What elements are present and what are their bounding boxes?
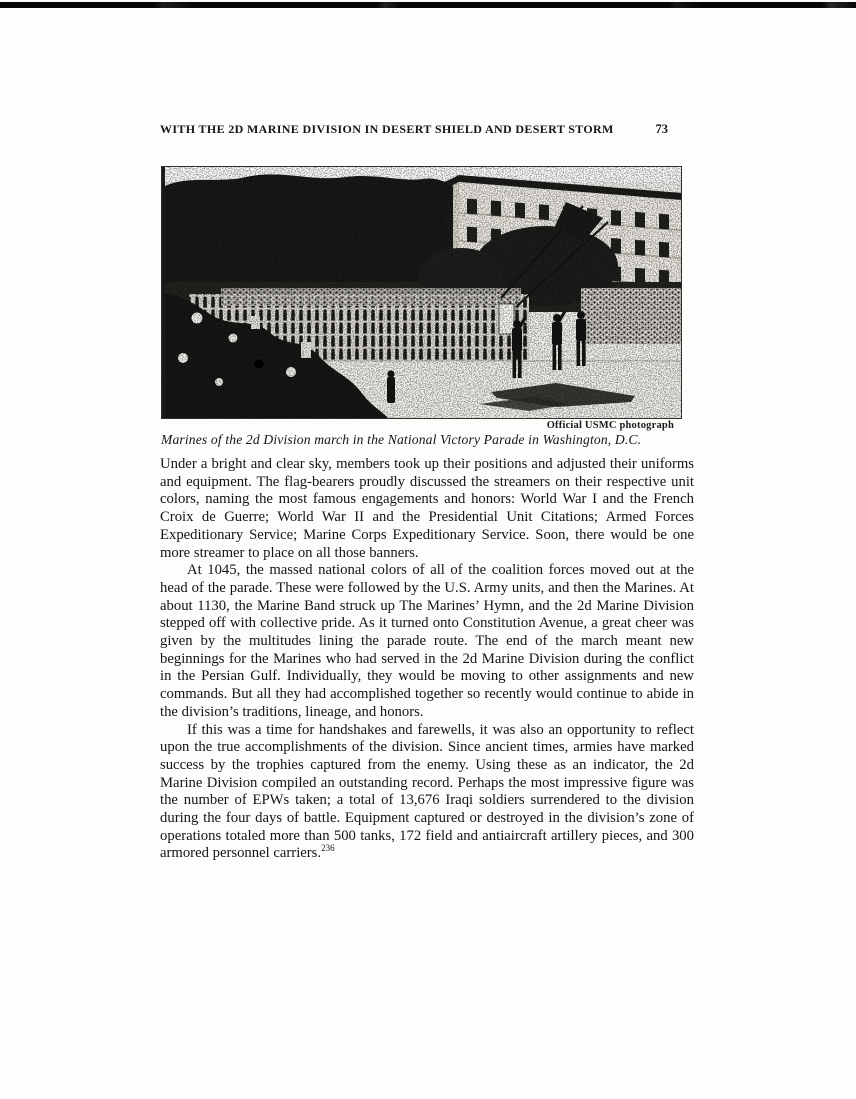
scan-artifact-top-rule: [0, 2, 856, 8]
paragraph: [160, 456, 694, 562]
page-header: [160, 122, 668, 137]
paragraph-text: Under a bright and clear sky, members took up their positions and adjusted their uniforms and equipment. The flag-bearers proudly discussed the streamers on their respective unit colors, naming the most famous engagements and honors: World War I and the French Croix de Guerre; World War II and the Presidential Unit Citations; Armed Forces Expeditionary Service; Marine Corps Expeditionary Service. Soon, there would be one more streamer to place on all those banners.: [160, 456, 694, 561]
photo-caption: Marines of the 2d Division march in the National Victory Parade in Washington, D.C.: [161, 432, 642, 447]
running-header-title: WITH THE 2D MARINE DIVISION IN DESERT SHIELD AND DESERT STORM: [160, 122, 614, 136]
photo-credit: Official USMC photograph: [546, 420, 674, 431]
parade-photo-figure: [161, 166, 682, 448]
footnote-reference: 236: [321, 843, 335, 854]
paragraph: [160, 722, 694, 864]
body-text: [160, 456, 694, 863]
halftone-grain: [161, 166, 682, 419]
paragraph-text: If this was a time for handshakes and farewells, it was also an opportunity to reflect upon the true accomplishments of the division. Since ancient times, armies have marked success by the trophies captured from the enemy. Using these as an indicator, the 2d Marine Division compiled an outstanding record. Perhaps the most impressive figure was the number of EPWs taken; a total of 13,676 Iraqi soldiers surrendered to the division during the four days of battle. Equipment captured or destroyed in the division’s zone of operations totaled more than 500 tanks, 172 field and antiaircraft artillery pieces, and 300 armored personnel carriers.: [160, 721, 694, 862]
page-number: 73: [655, 122, 668, 136]
paragraph: [160, 562, 694, 721]
paragraph-text: At 1045, the massed national colors of all of the coalition forces moved out at the head of the parade. These were followed by the U.S. Army units, and then the Marines. At about 1130, the Marine Band struck up The Marines’ Hymn, and the 2d Marine Division stepped off with collective pride. As it turned onto Constitution Avenue, a great cheer was given by the multitudes lining the parade route. The end of the march meant new beginnings for the Marines who had served in the 2d Marine Division during the conflict in the Persian Gulf. Individually, they would be moving to other assignments and new commands. But all they had accomplished together so recently would continue to abide in the division’s traditions, lineage, and honors.: [160, 562, 694, 720]
parade-photograph: [161, 166, 682, 419]
